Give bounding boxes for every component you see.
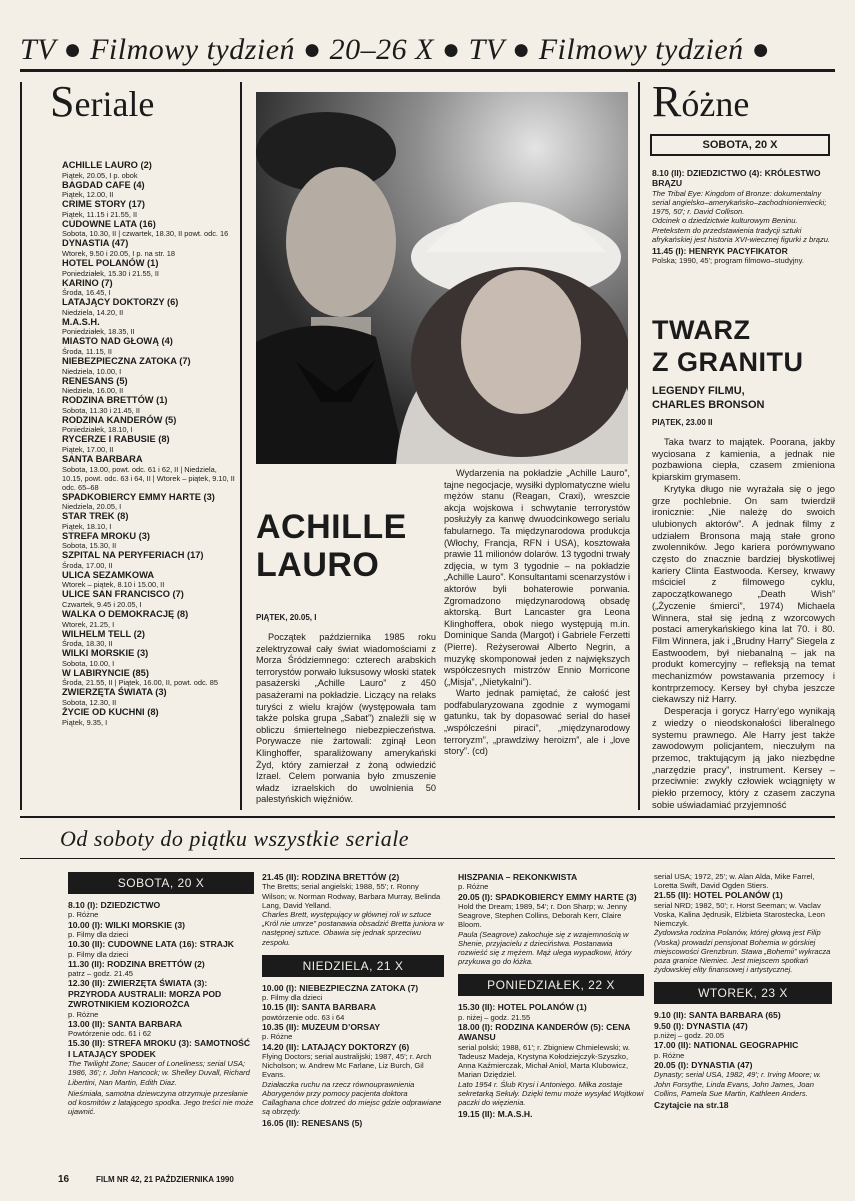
serial-title: SANTA BARBARA xyxy=(62,453,143,464)
program-title: 15.30 (II): STREFA MROKU (3): SAMOTNOŚĆ I LATAJĄCY SPODEK xyxy=(68,1038,251,1059)
serial-title: NIEBEZPIECZNA ZATOKA (7) xyxy=(62,355,191,366)
program-title: 10.15 (II): SANTA BARBARA xyxy=(262,1002,377,1013)
program-title: 18.00 (I): RODZINA KANDERÓW (5): CENA AWANSU xyxy=(458,1022,631,1043)
serial-schedule: Piątek, 11.15 i 21.55, II xyxy=(62,209,138,219)
serial-title: SPADKOBIERCY EMMY HARTE (3) xyxy=(62,491,215,502)
serial-title: RYCERZE I RABUSIE (8) xyxy=(62,434,170,445)
page-header xyxy=(20,30,835,72)
serial-title: STAR TREK (8) xyxy=(62,511,129,522)
serial-schedule: Piątek, 12.00, II xyxy=(62,190,114,200)
program-title: 17.00 (II): NATIONAL GEOGRAPHIC xyxy=(654,1040,799,1051)
serial-title: LATAJĄCY DOKTORZY (6) xyxy=(62,297,179,308)
program-title: 20.05 (I): DYNASTIA (47) xyxy=(654,1060,753,1071)
serial-title: MIASTO NAD GŁOWĄ (4) xyxy=(62,336,173,347)
serial-schedule: Niedziela, 14.20, II xyxy=(62,307,124,317)
program-meta: p.niżej – godz. 20.05 xyxy=(654,1031,725,1041)
serial-schedule: Sobota, 12.30, II xyxy=(62,698,117,708)
program-title: 10.00 (I): WILKI MORSKIE (3) xyxy=(68,919,185,930)
serial-schedule: Środa, 17.00, II xyxy=(62,560,113,570)
program-title: 9.10 (II): SANTA BARBARA (65) xyxy=(654,1010,781,1021)
rozne-column xyxy=(638,77,835,810)
serial-schedule: Poniedziałek, 18.10, I xyxy=(62,425,133,435)
bottom-rule-2 xyxy=(20,858,835,859)
twarz-title: TWARZ Z GRANITU xyxy=(652,315,804,377)
program-title: 10.30 (II): CUDOWNE LATA (16): STRAJK xyxy=(68,939,234,950)
seriale-title: Seriale xyxy=(50,77,155,126)
serial-title: ACHILLE LAURO (2) xyxy=(62,160,152,170)
serial-title: KARINO (7) xyxy=(62,277,113,288)
header-text: TV ● Filmowy tydzień ● 20–26 X ● TV ● Filmowy tydzień ● xyxy=(20,32,771,66)
achille-col1: Początek października 1985 roku zelektryzował cały świat wiadomościami z Morza Śródziemnego: czterech arabskich terrorystów porwało luksusowy włoski statek pasażerski „Achille Lauro” z 450 pasażerami na pokładzie. Liczący na relaks turyści z wielu krajów (występowała tam także polska grupa „Sabat”) znaleźli się w obliczu śmiertelnego niebezpieczeństwa. Porywacze nie żartowali: zginął Leon Klinghoffer, sparaliżowany amerykański Żyd, który zamierzał z żoną odwiedzić Izrael. Celem porwania było zmuszenie władz izraelskich do uwolnienia 50 palestyńskich więźniów. xyxy=(256,632,436,805)
issue-info: FILM NR 42, 21 PAŹDZIERNIKA 1990 xyxy=(96,1175,234,1184)
program-title: 13.00 (II): SANTA BARBARA xyxy=(68,1018,183,1029)
seriale-column xyxy=(20,77,242,810)
bottom-rule-top xyxy=(20,816,835,818)
serial-schedule: Środa, 18.30, II xyxy=(62,639,113,649)
serial-schedule: Piątek, 20.05, I p. obok xyxy=(62,170,138,180)
bottom-col-4: serial USA; 1972, 25'; w. Alan Alda, Mike Farrel, Loretta Swift, David Ogden Stiers. 21.55 (II): HOTEL POLANÓW (1) serial NRD; 1982, 50'; r. Horst Seeman; w. Vaclav Voska, Kalina Jędrusik, Elżbieta Starostecka, Leon Niemczyk. Żydowska rodzina Polanów, której głową jest Filip (Voska) prowadzi pensjonat Bohemia w górskiej miejscowości Grenzbrun. Stawa „Bohemii” wykracza poza granice Niemiec. Jest miejscem spotkań żydowskiej elity finansowej i artystycznej. WTOREK, 23 X 9.10 (II): SANTA BARBARA (65) 9.50 (I): DYNASTIA (47) p.niżej – godz. 20.05 17.00 (II): NATIONAL GEOGRAPHIC p. Różne 20.05 (I): DYNASTIA (47) Dynasty; serial USA, 1982, 49'; r. Irving Moore; w. John Forsythe, Linda Evans, John James, Joan Collins, Pamela Sue Martin, Kathleen Anders. Czytajcie na str.18 xyxy=(654,872,831,1111)
program-meta: Powtórzenie odc. 61 i 62 xyxy=(68,1029,152,1039)
serial-schedule: Poniedziałek, 18.35, II xyxy=(62,327,135,337)
rozne-day-box: SOBOTA, 20 X xyxy=(650,134,830,156)
serial-schedule: Sobota, 10.00, I xyxy=(62,658,115,668)
program-title: 15.30 (II): HOTEL POLANÓW (1) xyxy=(458,1002,587,1013)
serial-schedule: Wtorek – piątek, 8.10 i 15.00, II xyxy=(62,580,165,590)
program-meta: serial polski; 1988, 61'; r. Zbigniew Chmielewski; w. Tadeusz Madeja, Krystyna Kołodziejczyk-Szyszko, Anna Kaźmierczak, Michał Aniol, Marta Klubowicz, Marian Dziędziel. xyxy=(458,1042,630,1080)
serial-schedule: Środa, 11.15, II xyxy=(62,346,112,356)
program-title: 10.00 (I): NIEBEZPIECZNA ZATOKA (7) xyxy=(262,982,419,993)
program-title: 11.30 (II): RODZINA BRETTÓW (2) xyxy=(68,958,205,969)
serial-schedule: Sobota, 10.30, II | czwartek, 18.30, II powt. odc. 16 xyxy=(62,229,229,239)
program-meta: p. Filmy dla dzieci xyxy=(68,949,129,959)
serial-title: RODZINA KANDERÓW (5) xyxy=(62,414,177,425)
program-meta: p. Różne xyxy=(68,1009,99,1019)
serial-title: ULICA SEZAMKOWA xyxy=(62,569,155,580)
photo-illustration xyxy=(256,92,628,464)
twarz-when: PIĄTEK, 23.00 II xyxy=(652,418,713,427)
bottom-col-1: SOBOTA, 20 X 8.10 (I): DZIEDZICTWO p. Różne 10.00 (I): WILKI MORSKIE (3) p. Filmy dla dzieci 10.30 (II): CUDOWNE LATA (16): STRAJK p. Filmy dla dzieci 11.30 (II): RODZINA BRETTÓW (2) patrz – godz. 21.45 12.30 (II): ZWIERZĘTA ŚWIATA (3): PRZYRODA AUSTRALII: MORZA POD ZWROTNIKIEM KOZIOROŻCA p. Różne 13.00 (II): SANTA BARBARA Powtórzenie odc. 61 i 62 15.30 (II): STREFA MROKU (3): SAMOTNOŚĆ I LATAJĄCY SPODEK The Twilight Zone; Saucer of Loneliness; serial USA; 1986, 36'; r. John Hancock; w. Shelley Duvall, Richard Libertini, Nan Martin, Edith Diaz. Nieśmiała, samotna dziewczyna otrzymuje przesłanie od kosmitów z latającego spodka. Jego treści nie może ujawnić. xyxy=(68,872,254,1117)
serial-schedule: Czwartek, 9.45 i 20.05, I xyxy=(62,600,142,610)
program-meta: Flying Doctors; serial australijski; 1987, 45'; r. Arch Nicholson; w. Andrew Mc Farlane, Liz Burch, Gil Evans. xyxy=(262,1052,432,1080)
program-title: 10.35 (II): MUZEUM D’ORSAY xyxy=(262,1022,381,1033)
program-meta: p. Różne xyxy=(68,910,99,920)
program-meta: p. niżej – godz. 21.55 xyxy=(458,1012,531,1022)
serial-title: DYNASTIA (47) xyxy=(62,238,129,249)
page-number: 16 xyxy=(58,1174,70,1185)
bottom-title: Od soboty do piątku wszystkie seriale xyxy=(60,826,410,851)
serial-schedule: Wtorek, 21.25, I xyxy=(62,619,115,629)
serial-title: HOTEL POLANÓW (1) xyxy=(62,257,159,268)
serial-schedule: Piątek, 17.00, II xyxy=(62,444,114,454)
serial-schedule: Sobota, 15.30, II xyxy=(62,541,117,551)
program-title: 8.10 (I): DZIEDZICTWO xyxy=(68,900,161,910)
serial-title: STREFA MROKU (3) xyxy=(62,530,150,541)
serial-schedule: Niedziela, 20.05, I xyxy=(62,502,122,512)
serial-schedule: Niedziela, 16.00, II xyxy=(62,386,124,396)
program-meta: powtórzenie odc. 63 i 64 xyxy=(262,1012,345,1022)
serial-title: W LABIRYNCIE (85) xyxy=(62,667,149,678)
achille-lauro-photo xyxy=(256,92,628,464)
serial-title: SZPITAL NA PERYFERIACH (17) xyxy=(62,550,204,561)
serial-title: WALKA O DEMOKRACJĘ (8) xyxy=(62,609,189,620)
serial-title: ZWIERZĘTA ŚWIATA (3) xyxy=(62,687,167,698)
day-header-sobota: SOBOTA, 20 X xyxy=(68,872,254,894)
rozne-entries: 8.10 (II): DZIEDZICTWO (4): KRÓLESTWO BRĄZU The Tribal Eye: Kingdom of Bronze: dokumentalny serial angielsko–amerykańsko–zachodnioniemiecki; 1975, 50'; r. David Collison. Odcinek o dziedzictwie kulturowym Beninu. Pretekstem do przedstawienia tradycji sztuki afrykańskiej jest historia XVI-wiecznej figurki z brązu. 11.45 (I): HENRYK PACYFIKATOR Polska; 1990, 45'; program filmowo–studyjny. xyxy=(652,168,831,266)
program-meta: patrz – godz. 21.45 xyxy=(68,969,134,979)
day-header-wtorek: WTOREK, 23 X xyxy=(654,982,832,1004)
serial-title: WILKI MORSKIE (3) xyxy=(62,648,149,659)
program-meta: p. Różne xyxy=(654,1050,685,1060)
twarz-body: Taka twarz to majątek. Poorana, jakby wyciosana z kamienia, a jednak nie pozbawiona ciepła, czasem zmieniona kpiarskim grymasem. Krytyka długo nie wyrażała się o jego grze pochlebnie. On sam twierdził ironicznie: „Nie należę do swoich ulubionych aktorów”. A jednak filmy z udziałem Bronsona mają stałe grono zwolenników. Jego kariera porównywano często do znacznie bardziej błyskotliwej kariery Clinta Eastwooda. Kersey, krwawy mściciel z filmowego cyklu, zapoczątkowanego „Death Wish” („Życzenie śmierci”, 1974) Michaela Winnera, stał się jedną z wzorcowych postaci amerykańskiego kina lat 70. i 80. Film Winnera, jak i „Brudny Harry” Siegela z Eastwoodem, był niebanalną – jak na produkt komercyjny – refleksją na temat mechanizmów powstawania przemocy i kontrprzemocy. Kersey był chyba jeszcze ciekawszy niż Harry. Desperacja i gorycz Harry’ego wynikają z wiedzy o nieodskonałości liberalnego systemu prawnego. Ale Harry jest także zawodowym policjantem, nieczułym na przemoc, traktującym ją jako niezbędne „narzędzie pracy”, instrument. Kersey – przeciwnie: zwykły człowiek wciągnięty w piekło przemocy, który z czasem zaczyna sobie uświadamiać przyjemność xyxy=(652,436,835,810)
serial-schedule: Poniedziałek, 15.30 i 21.55, II xyxy=(62,268,159,278)
serial-schedule: Środa, 21.55, II | Piątek, 16.00, II, powt. odc. 85 xyxy=(62,678,218,688)
achille-when: PIĄTEK, 20.05, I xyxy=(256,613,317,622)
serial-title: M.A.S.H. xyxy=(62,316,100,327)
serial-title: RODZINA BRETTÓW (1) xyxy=(62,395,168,406)
program-title: 14.20 (II): LATAJĄCY DOKTORZY (6) xyxy=(262,1041,410,1052)
seriale-list xyxy=(62,160,238,727)
achille-col2: Wydarzenia na pokładzie „Achille Lauro”, tajne negocjacje, wysiłki dyplomatyczne wielu mężów stanu (Reagan, Craxi), wreszcie akcja wojskowa i schwytanie terrorystów posłużyły za kanwę dwuodcinkowego serialu fabularnego. Ta międzynarodowa produkcja (Włochy, Francja, RFN i USA), kosztowała prawie 11 milionów dolarów. 13 tygodni trwały zdjęcia, w tym 3 tygodnie – na pokładzie „Achille Lauro”. Konsultantami scenarzystów i aktorów byli bohaterowie porwania. Zgromadzono międzynarodową obsadę aktorską. Burt Lancaster gra Leona Klinghoffera, obok niego występują m.in. Dominique Sanda (Margot) i Gabriele Ferzetti (Pierre). Reżyserował Alberto Negrin, a muzykę skomponował jeden z największych współczesnych mistrzów Ennio Morricone („Misja”, „Nietykalni”). Warto jednak pamiętać, że całość jest podfabularyzowana zgodnie z wymogami gatunku, tak by dopasować serial do haseł „współcześni piraci”, „międzynarodowy terroryzm”, „prawdziwy heroizm”, ale i „love story”. (cd) xyxy=(444,468,630,757)
serial-title: CRIME STORY (17) xyxy=(62,199,145,210)
program-meta: p. Różne xyxy=(262,1032,293,1042)
serial-schedule: Piątek, 9.35, I xyxy=(62,717,108,727)
serial-title: RENESANS (5) xyxy=(62,375,128,386)
program-meta: p. Filmy dla dzieci xyxy=(68,930,129,940)
achille-title: ACHILLE LAURO xyxy=(256,508,407,584)
program-title: 12.30 (II): ZWIERZĘTA ŚWIATA (3): PRZYRODA AUSTRALII: MORZA POD ZWROTNIKIEM KOZIOROŻCA xyxy=(68,978,222,1010)
serial-schedule: Wtorek, 9.50 i 20.05, I p. na str. 18 xyxy=(62,248,175,258)
serial-schedule: Środa, 16.45, I xyxy=(62,288,111,298)
rozne-title: Różne xyxy=(652,77,750,126)
day-header-niedziela: NIEDZIELA, 21 X xyxy=(262,955,444,977)
serial-schedule: Piątek, 18.10, I xyxy=(62,521,112,531)
serial-schedule: Niedziela, 10.00, I xyxy=(62,366,122,376)
serial-title: WILHELM TELL (2) xyxy=(62,628,145,639)
serial-schedule: Sobota, 13.00, powt. odc. 61 i 62, II | Niedziela, 10.15, powt. odc. 63 i 64, II | Wtorek – piątek, 9.10, II odc. 65–68 xyxy=(62,464,235,492)
serial-title: ULICE SAN FRANCISCO (7) xyxy=(62,589,184,600)
twarz-subtitle: LEGENDY FILMU, CHARLES BRONSON xyxy=(652,385,765,411)
serial-title: ŻYCIE OD KUCHNI (8) xyxy=(62,707,159,718)
bottom-col-3: HISZPANIA – REKONKWISTA p. Różne 20.05 (I): SPADKOBIERCY EMMY HARTE (3) Hold the Dream; 1989, 54'; r. Don Sharp; w. Jenny Seagrove, Stephen Collins, Deborah Kerr, Claire Bloom. Paula (Seagrove) zakochuje się z wzajemnością w Shenie, przyjacielu z dzieciństwa. Postanawia rozwieść się z mężem. Mąż ulega wypadkowi, który przykuwa go do łóżka. PONIEDZIAŁEK, 22 X 15.30 (II): HOTEL POLANÓW (1) p. niżej – godz. 21.55 18.00 (I): RODZINA KANDERÓW (5): CENA AWANSU serial polski; 1988, 61'; r. Zbigniew Chmielewski; w. Tadeusz Madeja, Krystyna Kołodziejczyk-Szyszko, Anna Kaźmierczak, Michał Aniol, Marta Klubowicz, Marian Dziędziel. Lato 1954 r. Ślub Krysi i Antoniego. Miłka zostaje sekretarką Sekuły. Dzięki temu może wysyłać Wojtkowi paczki do więzienia. 19.15 (II): M.A.S.H. xyxy=(458,872,644,1120)
program-title: 9.50 (I): DYNASTIA (47) xyxy=(654,1020,748,1031)
serial-title: CUDOWNE LATA (16) xyxy=(62,218,156,229)
serial-title: BAGDAD CAFE (4) xyxy=(62,179,145,190)
day-header-poniedzialek: PONIEDZIAŁEK, 22 X xyxy=(458,974,644,996)
bottom-col-2: 21.45 (II): RODZINA BRETTÓW (2) The Bretts; serial angielski; 1988, 55'; r. Ronny Wilson; w. Norman Rodway, Barbara Murray, Belinda Lang, David Yelland. Charles Brett, występujący w głównej roli w sztuce „Król nie umrze” postanawia obsadzić Bretta juniora w następnej sztuce. Obawia się jednak sprzeciwu zespołu. NIEDZIELA, 21 X 10.00 (I): NIEBEZPIECZNA ZATOKA (7) p. Filmy dla dzieci 10.15 (II): SANTA BARBARA powtórzenie odc. 63 i 64 10.35 (II): MUZEUM D’ORSAY p. Różne 14.20 (II): LATAJĄCY DOKTORZY (6) Flying Doctors; serial australijski; 1987, 45'; r. Arch Nicholson; w. Andrew Mc Farlane, Liz Burch, Gil Evans. Działaczka ruchu na rzecz równouprawnienia Aborygenów przy pomocy pacjenta doktora Callaghana chce dotrzeć do miejsc gdzie odprawiane są obrzędy. 16.05 (II): RENESANS (5) xyxy=(262,872,444,1129)
program-meta: p. Filmy dla dzieci xyxy=(262,993,323,1003)
serial-schedule: Sobota, 11.30 i 21.45, II xyxy=(62,405,140,415)
